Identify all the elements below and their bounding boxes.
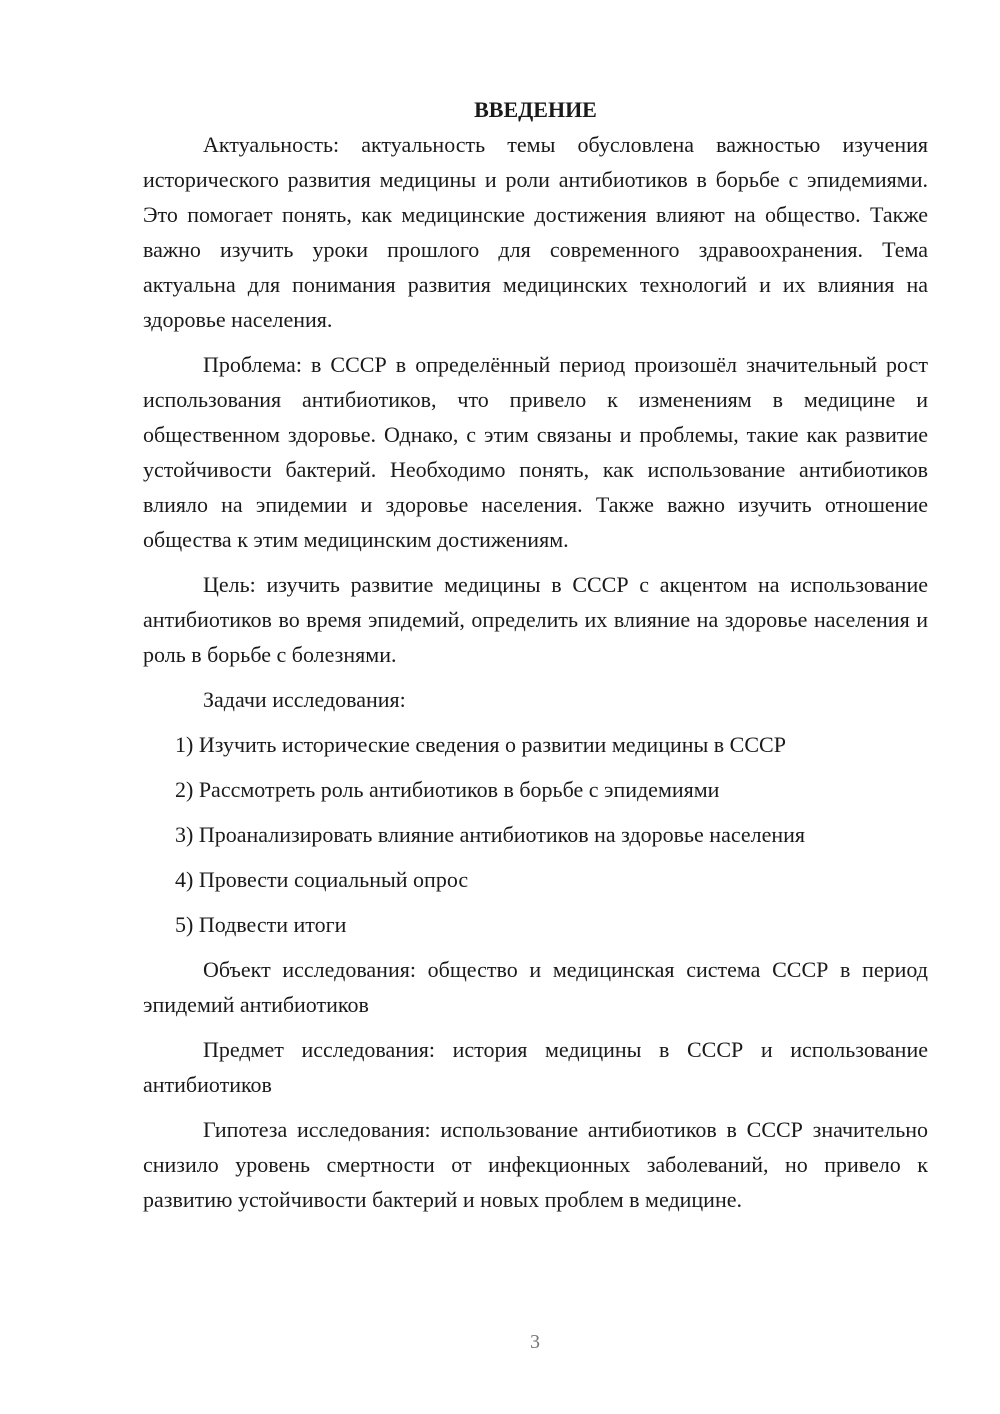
hypothesis-paragraph: Гипотеза исследования: использование антибиотиков в СССР значительно снизило уровень смертности от инфекционных заболеваний, но привело к развитию устойчивости бактерий и новых проблем в медицине. — [143, 1117, 928, 1212]
relevance-paragraph: Актуальность: актуальность темы обусловлена важностью изучения исторического развития медицины и роли антибиотиков в борьбе с эпидемиями. Это помогает понять, как медицинские достижения влияют на общество. Также важно изучить уроки прошлого для современного здравоохранения. Тема актуальна для понимания развития медицинских технологий и их влияния на здоровье населения. — [143, 132, 928, 332]
task-item: 4) Провести социальный опрос — [175, 867, 469, 892]
object-paragraph: Объект исследования: общество и медицинская система СССР в период эпидемий антибиотиков — [143, 957, 928, 1017]
section-heading: ВВЕДЕНИЕ — [474, 97, 597, 122]
goal-paragraph: Цель: изучить развитие медицины в СССР с акцентом на использование антибиотиков во время эпидемий, определить их влияние на здоровье населения и роль в борьбе с болезнями. — [143, 572, 928, 667]
tasks-title: Задачи исследования: — [203, 687, 406, 712]
document-page — [143, 92, 928, 1227]
task-item: 3) Проанализировать влияние антибиотиков на здоровье населения — [175, 822, 806, 847]
problem-paragraph: Проблема: в СССР в определённый период произошёл значительный рост использования антибиотиков, что привело к изменениям в медицине и общественном здоровье. Однако, с этим связаны и проблемы, такие как развитие устойчивости бактерий. Необходимо понять, как использование антибиотиков влияло на эпидемии и здоровье населения. Также важно изучить отношение общества к этим медицинским достижениям. — [143, 352, 928, 552]
task-item: 2) Рассмотреть роль антибиотиков в борьбе с эпидемиями — [175, 777, 720, 802]
task-item: 5) Подвести итоги — [175, 912, 347, 937]
task-item: 1) Изучить исторические сведения о развитии медицины в СССР — [175, 732, 786, 757]
subject-paragraph: Предмет исследования: история медицины в СССР и использование антибиотиков — [143, 1037, 928, 1097]
task-list — [143, 727, 928, 942]
page-number: 3 — [530, 1331, 540, 1353]
